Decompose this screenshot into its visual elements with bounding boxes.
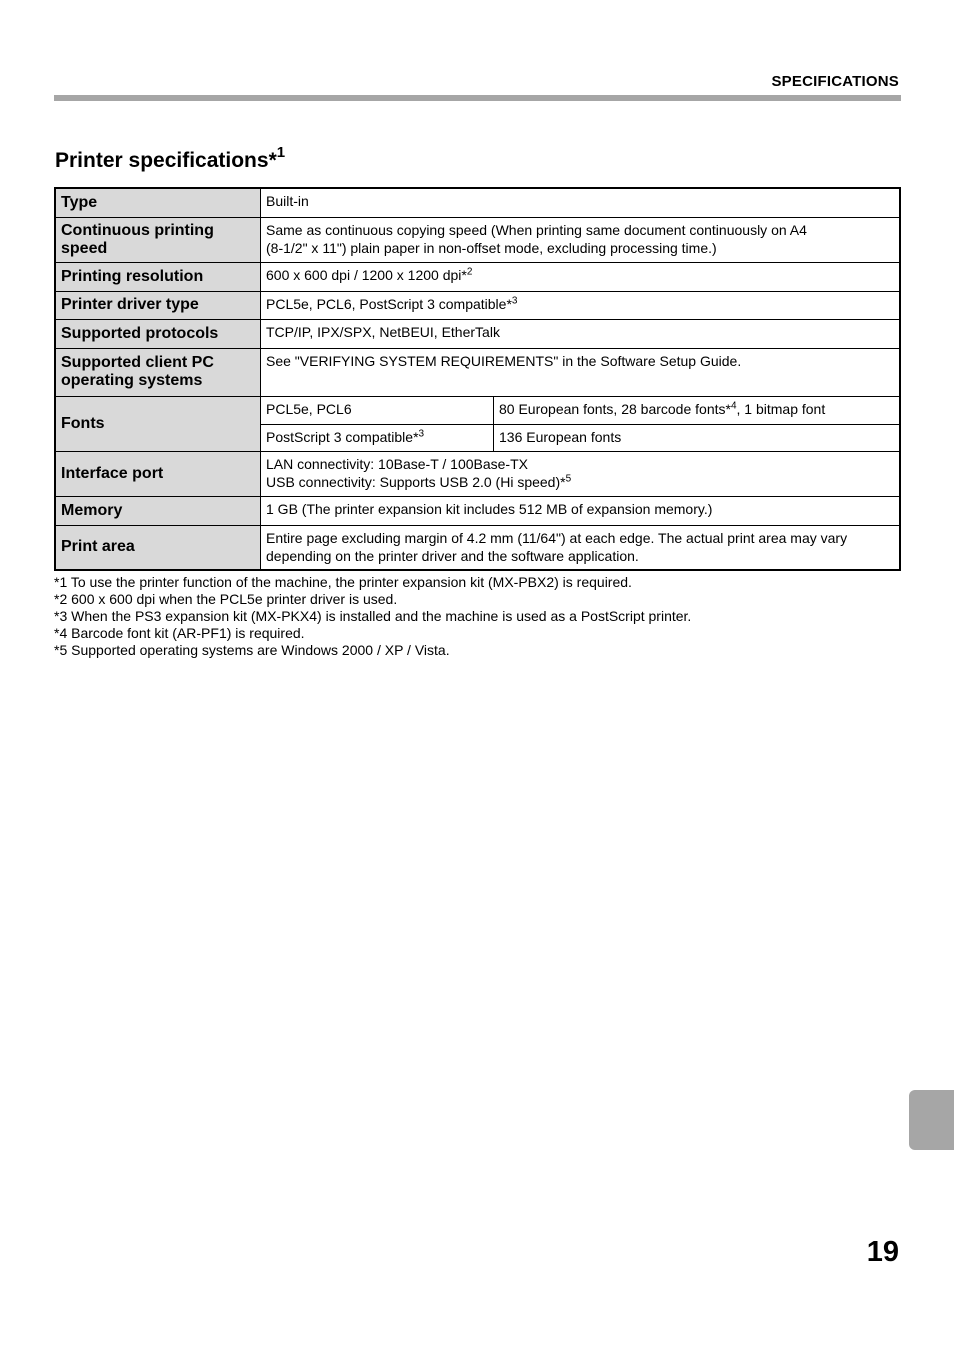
value-text: PCL5e, PCL6, PostScript 3 compatible* — [266, 295, 512, 312]
table-row — [55, 348, 900, 396]
row-value — [261, 291, 901, 319]
row-value — [261, 217, 901, 262]
footnote: *1 To use the printer function of the machine, the printer expansion kit (MX-PBX2) is required. — [54, 574, 632, 590]
footnote-marker: 5 — [565, 472, 572, 484]
row-label — [55, 348, 261, 396]
row-label: Printer driver type — [55, 291, 261, 319]
title-footnote-marker: 1 — [276, 144, 286, 161]
row-value: PCL5e, PCL6 — [261, 396, 494, 424]
value-text: 600 x 600 dpi / 1200 x 1200 dpi* — [266, 266, 467, 283]
row-label: Type — [55, 188, 261, 217]
row-label: Supported protocols — [55, 319, 261, 348]
row-value — [261, 525, 901, 570]
row-value — [261, 424, 494, 451]
row-value: TCP/IP, IPX/SPX, NetBEUI, EtherTalk — [261, 319, 901, 348]
page-title-text: Printer specifications* — [55, 149, 277, 172]
value-text: PostScript 3 compatible* — [266, 428, 419, 445]
table-row — [55, 396, 900, 424]
row-label: Memory — [55, 496, 261, 525]
row-value: 1 GB (The printer expansion kit includes 512 MB of expansion memory.) — [261, 496, 901, 525]
table-row — [55, 217, 900, 262]
value-text: , 1 bitmap font — [736, 400, 826, 417]
row-value — [261, 262, 901, 291]
chapter-side-tab — [909, 1090, 954, 1150]
footnote-marker: 3 — [511, 294, 518, 306]
table-row — [55, 319, 900, 348]
footnote: *4 Barcode font kit (AR-PF1) is required. — [54, 625, 305, 641]
value-line: Entire page excluding margin of 4.2 mm (11/64") at each edge. The actual print area may vary — [266, 529, 848, 546]
row-value: Built-in — [261, 188, 901, 217]
table-row — [55, 525, 900, 570]
value-line: (8-1/2" x 11") plain paper in non-offset mode, excluding processing time.) — [266, 239, 717, 256]
row-label: Printing resolution — [55, 262, 261, 291]
header-rule — [54, 95, 901, 101]
page-title — [55, 146, 285, 173]
row-label: Interface port — [55, 451, 261, 496]
running-header: SPECIFICATIONS — [771, 73, 899, 90]
row-label: Fonts — [55, 396, 261, 451]
value-line: Same as continuous copying speed (When printing same document continuously on A4 — [266, 221, 807, 238]
row-value — [261, 451, 901, 496]
footnote-marker: 3 — [418, 427, 425, 439]
table-row — [55, 496, 900, 525]
value-line: USB connectivity: Supports USB 2.0 (Hi speed)* — [266, 473, 566, 490]
row-value — [494, 396, 901, 424]
footnote: *3 When the PS3 expansion kit (MX-PKX4) is installed and the machine is used as a PostScript printer. — [54, 608, 692, 624]
footnote: *2 600 x 600 dpi when the PCL5e printer driver is used. — [54, 591, 398, 607]
label-line: operating systems — [61, 372, 203, 389]
table-row — [55, 262, 900, 291]
value-line: LAN connectivity: 10Base-T / 100Base-TX — [266, 455, 528, 472]
footnote-marker: 4 — [730, 399, 737, 411]
row-value: See "VERIFYING SYSTEM REQUIREMENTS" in the Software Setup Guide. — [261, 348, 901, 396]
row-label: Print area — [55, 525, 261, 570]
footnote-marker: 2 — [466, 265, 473, 277]
table-row — [55, 188, 900, 217]
label-line: Supported client PC — [61, 354, 214, 371]
row-label: Continuous printing speed — [55, 217, 261, 262]
table-row — [55, 291, 900, 319]
value-line: depending on the printer driver and the software application. — [266, 547, 639, 564]
footnotes — [54, 574, 691, 659]
row-value: 136 European fonts — [494, 424, 901, 451]
value-text: 80 European fonts, 28 barcode fonts* — [499, 400, 731, 417]
page-number: 19 — [866, 1236, 899, 1268]
footnote: *5 Supported operating systems are Windows 2000 / XP / Vista. — [54, 642, 450, 658]
printer-specifications-table — [54, 187, 901, 571]
table-row — [55, 451, 900, 496]
